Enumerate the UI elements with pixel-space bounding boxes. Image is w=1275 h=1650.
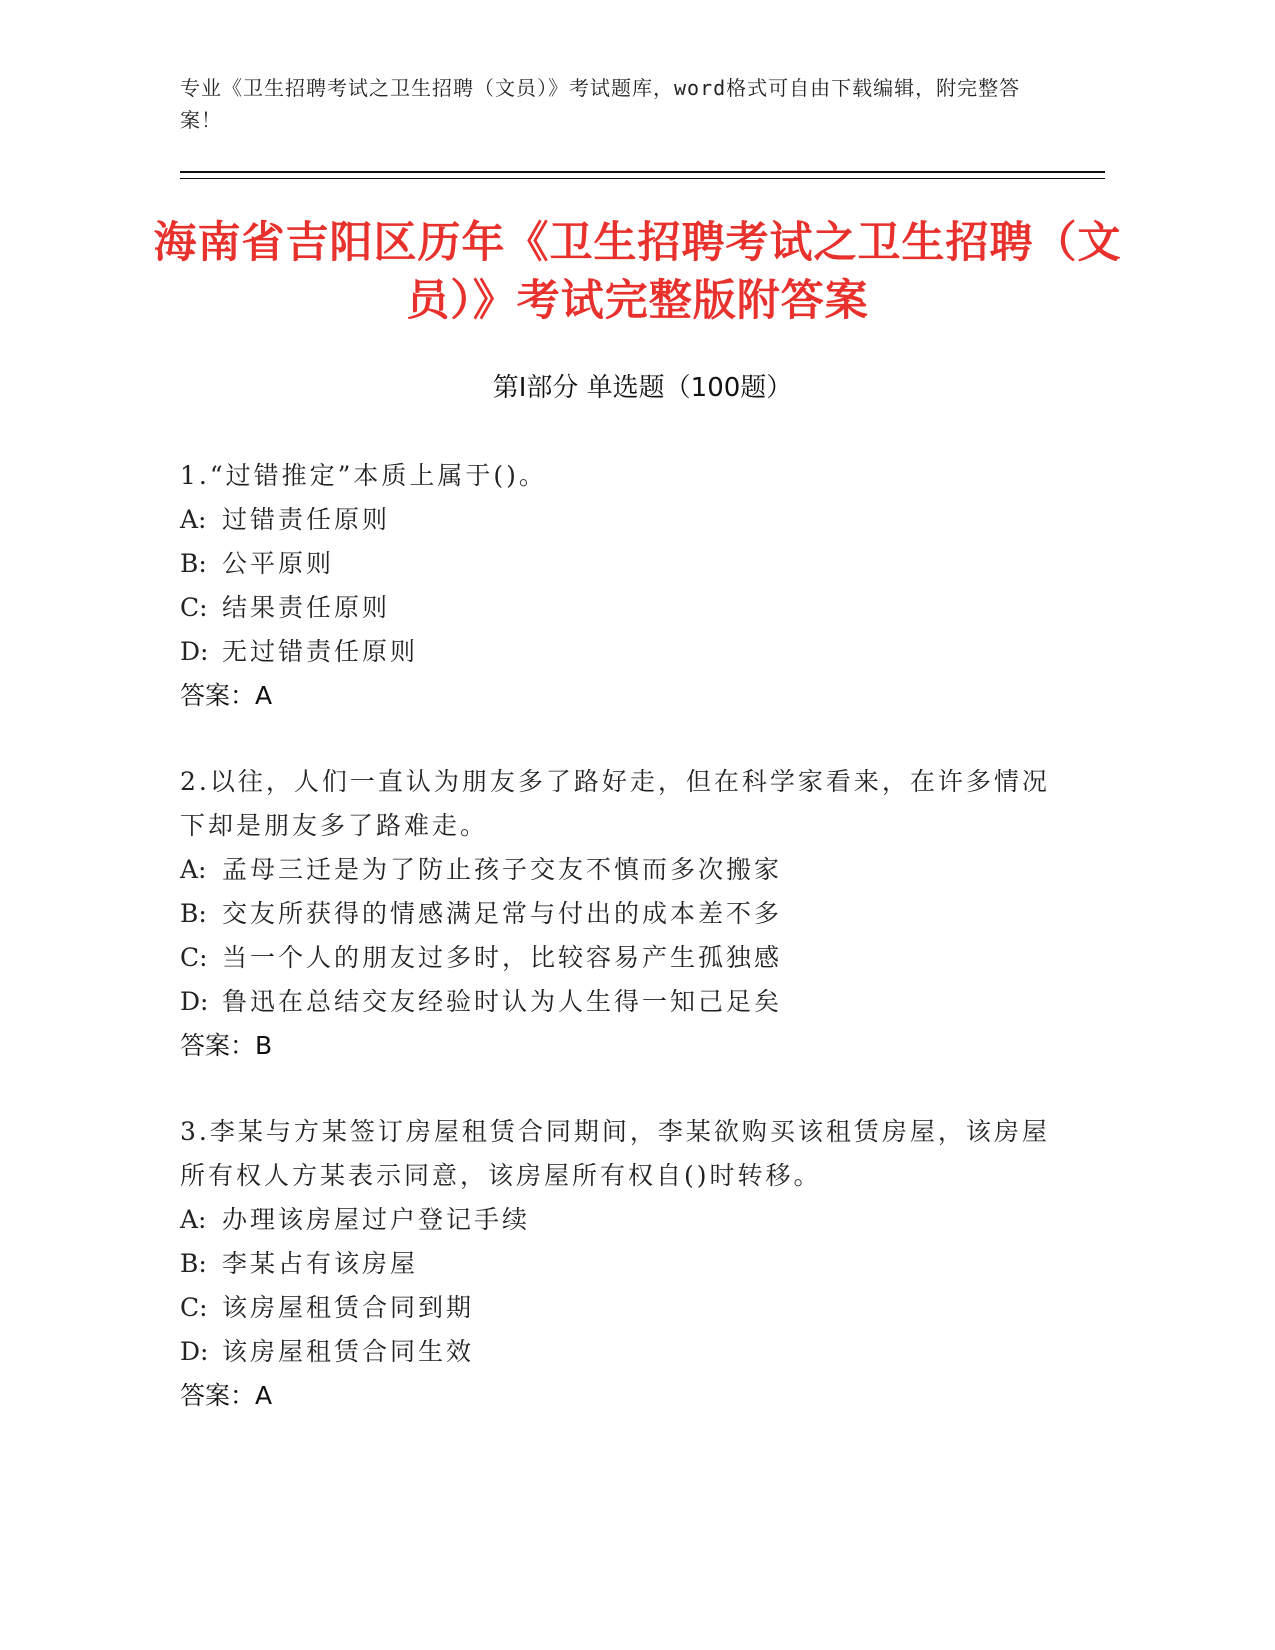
option-key: A: <box>180 855 207 884</box>
answer-label: 答案： <box>180 681 256 710</box>
header-divider-thick <box>180 171 1105 173</box>
answer-value: A <box>255 681 273 710</box>
document-title: 海南省吉阳区历年《卫生招聘考试之卫生招聘（文员）》考试完整版附答案 <box>153 218 1122 326</box>
option-text: 结果责任原则 <box>222 593 391 622</box>
option-key: B: <box>180 1249 207 1278</box>
question-option <box>180 1286 1060 1330</box>
question-option <box>180 630 1060 674</box>
option-key: A: <box>180 505 207 534</box>
question-option <box>180 1330 1060 1374</box>
option-key: C: <box>180 1293 208 1322</box>
option-key: D: <box>180 987 209 1016</box>
option-key: B: <box>180 549 207 578</box>
option-key: D: <box>180 637 209 666</box>
question-option <box>180 980 1060 1024</box>
option-key: C: <box>180 943 208 972</box>
option-text: 办理该房屋过户登记手续 <box>222 1205 531 1234</box>
question-item <box>180 454 1060 718</box>
question-option <box>180 936 1060 980</box>
question-option <box>180 586 1060 630</box>
option-text: 当一个人的朋友过多时，比较容易产生孤独感 <box>222 943 783 972</box>
question-stem: 1.“过错推定”本质上属于()。 <box>180 461 547 490</box>
question-option <box>180 1198 1060 1242</box>
answer-line <box>180 1374 1060 1418</box>
option-text: 该房屋租赁合同生效 <box>222 1337 475 1366</box>
question-option <box>180 892 1060 936</box>
answer-value: B <box>255 1031 273 1060</box>
option-text: 鲁迅在总结交友经验时认为人生得一知己足矣 <box>222 987 783 1016</box>
option-text: 交友所获得的情感满足常与付出的成本差不多 <box>222 899 783 928</box>
section-heading: 第Ⅰ部分 单选题（100题） <box>492 373 793 403</box>
question-option <box>180 498 1060 542</box>
answer-line <box>180 674 1060 718</box>
option-text: 该房屋租赁合同到期 <box>222 1293 475 1322</box>
option-text: 孟母三迁是为了防止孩子交友不慎而多次搬家 <box>222 855 783 884</box>
option-text: 过错责任原则 <box>222 505 391 534</box>
answer-label: 答案： <box>180 1381 256 1410</box>
question-stem: 3.李某与方某签订房屋租赁合同期间，李某欲购买该租赁房屋，该房屋所有权人方某表示同意，该房屋所有权自()时转移。 <box>180 1117 1050 1190</box>
question-option <box>180 1242 1060 1286</box>
header-divider-thin <box>180 178 1105 179</box>
option-text: 李某占有该房屋 <box>222 1249 419 1278</box>
header-note: 专业《卫生招聘考试之卫生招聘（文员）》考试题库，word格式可自由下载编辑，附完整答案！ <box>180 76 1021 132</box>
option-key: A: <box>180 1205 207 1234</box>
answer-label: 答案： <box>180 1031 256 1060</box>
answer-line <box>180 1024 1060 1068</box>
question-item <box>180 1110 1060 1418</box>
question-option <box>180 542 1060 586</box>
question-stem: 2.以往，人们一直认为朋友多了路好走，但在科学家看来，在许多情况下却是朋友多了路难走。 <box>180 767 1050 840</box>
question-item <box>180 760 1060 1068</box>
option-text: 无过错责任原则 <box>222 637 419 666</box>
option-key: C: <box>180 593 208 622</box>
answer-value: A <box>255 1381 273 1410</box>
option-text: 公平原则 <box>222 549 335 578</box>
question-option <box>180 848 1060 892</box>
option-key: D: <box>180 1337 209 1366</box>
option-key: B: <box>180 899 207 928</box>
question-list <box>180 454 1060 1460</box>
